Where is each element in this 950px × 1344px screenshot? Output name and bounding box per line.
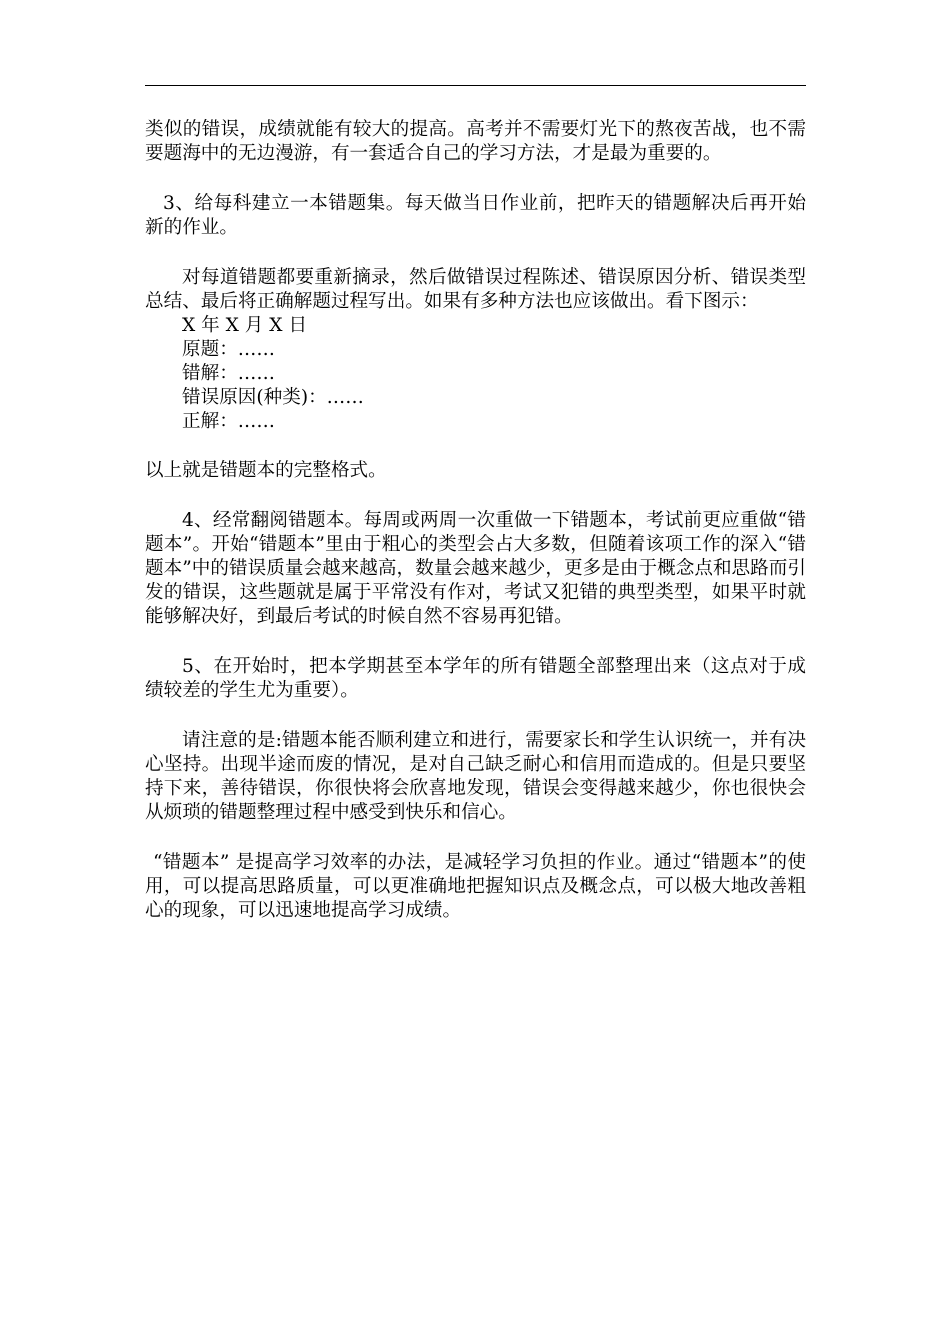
paragraph-conclusion: “错题本” 是提高学习效率的办法，是减轻学习负担的作业。通过“错题本”的使用，可以提高思路质量，可以更准确地把握知识点及概念点，可以极大地改善粗心的现象，可以迅速地提高学习成绩。	[145, 852, 806, 921]
document-body	[145, 118, 806, 923]
format-error-cause: 错误原因(种类)：……	[182, 387, 364, 408]
header-rule	[145, 85, 806, 86]
paragraph-note: 请注意的是:错题本能否顺利建立和进行，需要家长和学生认识统一，并有决心坚持。出现半途而废的情况，是对自己缺乏耐心和信用而造成的。但是只要坚持下来，善待错误，你很快将会欣喜地发现，错误会变得越来越少，你也很快会从烦琐的错题整理过程中感受到快乐和信心。	[145, 730, 806, 823]
paragraph-format-summary: 以上就是错题本的完整格式。	[145, 460, 387, 481]
format-wrong-solution: 错解：……	[182, 363, 275, 384]
paragraph-intro-continuation: 类似的错误，成绩就能有较大的提高。高考并不需要灯光下的熬夜苦战，也不需要题海中的无边漫游，有一套适合自己的学习方法，才是最为重要的。	[145, 119, 806, 164]
format-original-question: 原题：……	[182, 339, 275, 360]
paragraph-excerpt-instructions: 对每道错题都要重新摘录，然后做错误过程陈述、错误原因分析、错误类型总结、最后将正确解题过程写出。如果有多种方法也应该做出。看下图示：	[145, 267, 806, 312]
paragraph-item-5: 5、在开始时，把本学期甚至本学年的所有错题全部整理出来（这点对于成绩较差的学生尤为重要）。	[145, 656, 806, 701]
format-date: X 年 X 月 X 日	[182, 315, 308, 336]
format-correct-solution: 正解：……	[182, 411, 275, 432]
paragraph-item-4: 4、经常翻阅错题本。每周或两周一次重做一下错题本，考试前更应重做“错题本”。开始“错题本”里由于粗心的类型会占大多数，但随着该项工作的深入“错题本”中的错误质量会越来越高，数量会越来越少，更多是由于概念点和思路而引发的错误，这些题就是属于平常没有作对，考试又犯错的典型类型，如果平时就能够解决好，到最后考试的时候自然不容易再犯错。	[145, 510, 806, 627]
paragraph-item-3: 3、给每科建立一本错题集。每天做当日作业前，把昨天的错题解决后再开始新的作业。	[145, 193, 806, 238]
